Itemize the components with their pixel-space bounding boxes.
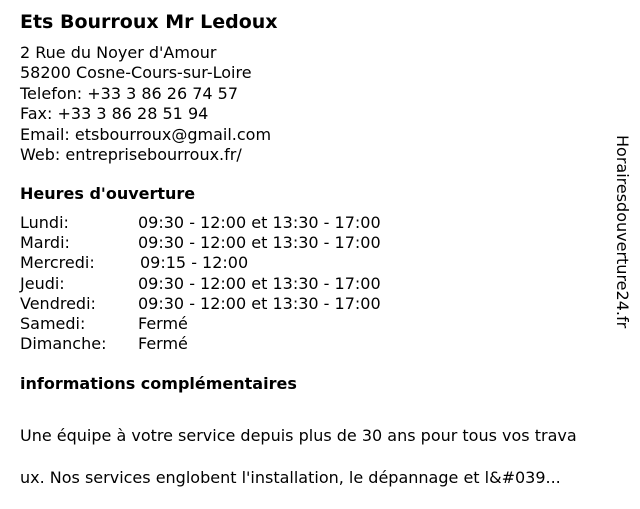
hours-day: Dimanche: [20,334,107,354]
hours-day: Lundi: [20,213,69,232]
hours-day: Vendredi: [20,293,96,313]
watermark-site-name: Horairesdouverture24.fr [613,135,632,329]
hours-time: Fermé [138,313,188,333]
website-url: Web: entreprisebourroux.fr/ [20,145,242,165]
hours-time: 09:15 - 12:00 [140,253,249,273]
description-text [20,404,630,509]
hours-row-mercredi [20,253,440,273]
description-line-2: ux. Nos services englobent l'installation, le dépannage et l&#039... [20,468,561,487]
business-name: Ets Bourroux Mr Ledoux [20,11,278,33]
hours-row-jeudi [20,274,440,294]
hours-row-lundi [20,213,440,233]
hours-time: 09:30 - 12:00 et 13:30 - 17:00 [138,233,381,253]
description-line-1: Une équipe à votre service depuis plus de 30 ans pour tous vos trava [20,426,577,445]
phone-number: Telefon: +33 3 86 26 74 57 [20,83,239,103]
contact-block [20,43,271,165]
info-heading: informations complémentaires [20,374,297,393]
hours-time: 09:30 - 12:00 et 13:30 - 17:00 [138,293,381,313]
hours-row-vendredi [20,294,440,314]
hours-row-mardi [20,233,440,253]
address-street: 2 Rue du Noyer d'Amour [20,43,217,62]
email-address: Email: etsbourroux@gmail.com [20,124,272,144]
hours-time: 09:30 - 12:00 et 13:30 - 17:00 [138,273,381,293]
hours-heading: Heures d'ouverture [20,184,196,203]
address-city: 58200 Cosne-Cours-sur-Loire [20,63,252,83]
hours-table [20,213,440,354]
hours-day: Mercredi: [20,253,95,273]
hours-row-samedi [20,314,440,334]
hours-time: Fermé [138,334,188,354]
hours-day: Samedi: [20,313,86,333]
hours-day: Mardi: [20,233,70,253]
hours-day: Jeudi: [20,273,65,293]
fax-number: Fax: +33 3 86 28 51 94 [20,104,209,124]
hours-time: 09:30 - 12:00 et 13:30 - 17:00 [138,213,381,232]
hours-row-dimanche [20,334,440,354]
